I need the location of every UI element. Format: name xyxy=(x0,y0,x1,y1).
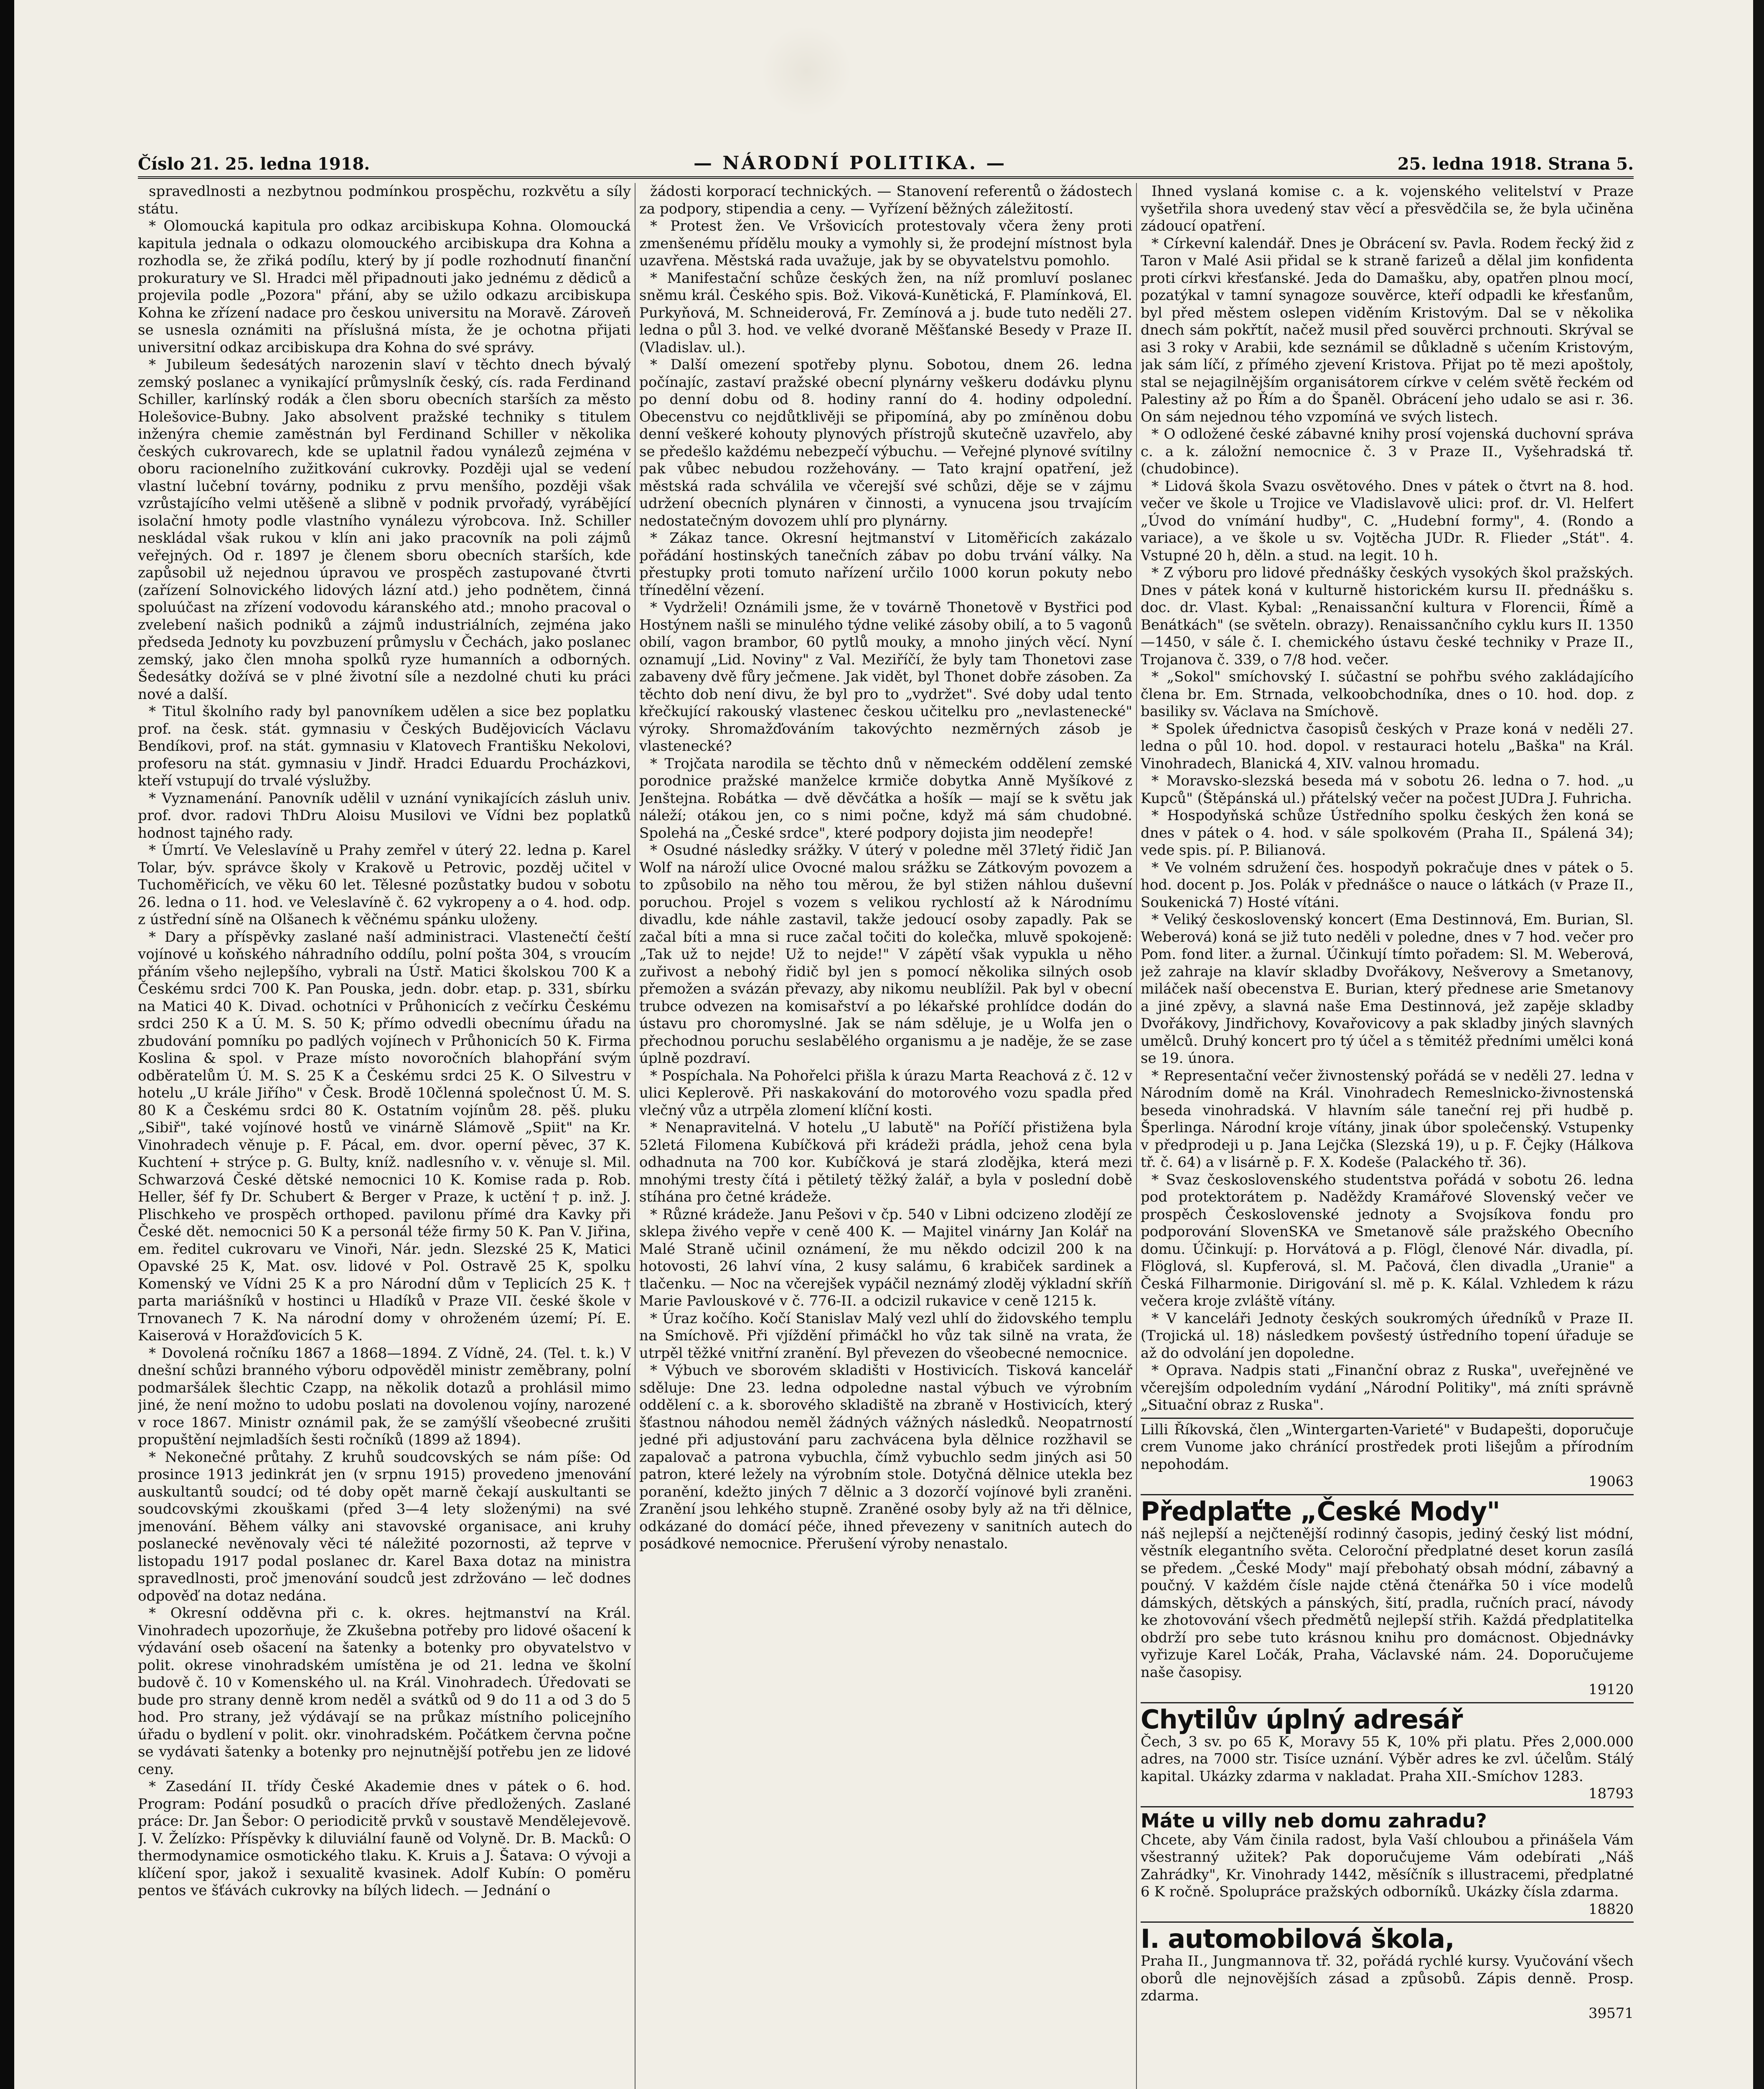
page-header xyxy=(138,147,1634,179)
article-paragraph: * Nenapravitelná. V hotelu „U labutě" na Poříčí přistižena byla 52letá Filomena Kubíčková při krádeži prádla, jehož cena byla odhadnuta na 700 kor. Kubíčková je stará zlodějka, která mezi mnohými tresty čítá i pětiletý těžký žalář, a byla v poslední době stíhána pro četné krádeže. xyxy=(639,1119,1132,1205)
advertisement-autoskola xyxy=(1141,1921,1634,2022)
ad-number: 19120 xyxy=(1588,1681,1634,1698)
article-paragraph: * Moravsko-slezská beseda má v sobotu 26. ledna o 7. hod. „u Kupců" (Štěpánská ul.) přátelský večer na počest JUDra J. Fuhricha. xyxy=(1141,773,1634,807)
article-paragraph: * Výbuch ve sborovém skladišti v Hostivicích. Tisková kancelář sděluje: Dne 23. ledna odpoledne nastal výbuch ve výrobním oddělení c. a k. sborového skladiště na zbraně v Hostivicích, který šťastnou náhodou neměl žádných vážných následků. Neopatrností jedné při adjustování paru zachvácena byla dělnice rozžhavil se zapalovač a patrona vybuchla, čímž vybuchlo sedm jiných asi 50 patron, které ležely na výrobním stole. Dotyčná dělnice utekla bez poranění, kdežto jiných 7 dělnic a 3 dozorčí vojínové byli zraněni. Zranění jsou lehkého stupně. Zraněné osoby byly až na tři dělnice, odkázané do domácí péče, ihned převezeny v sanitních autech do posádkové nemocnice. Přerušení výroby nenastalo. xyxy=(639,1362,1132,1552)
article-paragraph: * Nekonečné průtahy. Z kruhů soudcovských se nám píše: Od prosince 1913 jedinkrát jen (v srpnu 1915) provedeno jmenování auskultantů soudcí; od té doby opět marně čekají auskultanti se soudcovskými zkouškami (před 3—4 lety složenými) na své jmenování. Během války ani stavovské organisace, ani kruhy poslanecké nevěnovaly věci té náležité pozornosti, až teprve v listopadu 1917 podal poslanec dr. Karel Baxa dotaz na ministra spravedlnosti, proč jmenování soudců jest zdržováno — leč dodnes odpověď na dotaz nedána. xyxy=(138,1449,631,1604)
article-paragraph: * Ve volném sdružení čes. hospodyň pokračuje dnes v pátek o 5. hod. docent p. Jos. Polák v přednášce o nauce o látkách (v Praze II., Soukenická 7) Hosté vítáni. xyxy=(1141,859,1634,911)
ad-text: Lilli Říkovská, člen „Wintergarten-Varieté" v Budapešti, doporučuje crem Vunome jako chránící prostředek proti lišejům a přírodním nepohodám. xyxy=(1141,1421,1634,1473)
article-paragraph: * Representační večer živnostenský pořádá se v neděli 27. ledna v Národním domě na Král. Vinohradech Remeslnicko-živnostenská beseda vinohradská. V hlavním sále taneční rej při hudbě p. Šperlinga. Národní kroje vítány, jinak úbor společenský. Vstupenky v předprodeji u p. Jana Lejčka (Slezská 19), u p. F. Čejky (Hálkova tř. č. 64) a v lisárně p. F. X. Kodeše (Palackého tř. 36). xyxy=(1141,1067,1634,1171)
article-paragraph: * Dovolená ročníku 1867 a 1868—1894. Z Vídně, 24. (Tel. t. k.) V dnešní schůzi branného výboru odpověděl ministr zeměbrany, polní podmaršálek šlechtic Czapp, na několik dotazů a prohlásil mimo jiné, že není možno to udobu poslati na dovolenou vojíny, narozené v roce 1867. Ministr oznámil pak, že se zamýšlí všeobecné zrušiti propuštění nejmladších šesti ročníků (1899 až 1894). xyxy=(138,1344,631,1448)
paper-stain xyxy=(760,25,852,117)
article-columns xyxy=(138,183,1634,2089)
article-paragraph: * Trojčata narodila se těchto dnů v německém oddělení zemské porodnice pražské manželce krmiče dobytka Anně Myšíkové z Jenštejna. Robátka — dvě děvčátka a hošík — mají se k světu jak náleží; otákou jen, co s nimi počne, když má sám chudobné. Spolehá na „České srdce", které podpory dojista jim neodepře! xyxy=(639,755,1132,841)
article-paragraph: * Církevní kalendář. Dnes je Obrácení sv. Pavla. Rodem řecký žid z Taron v Malé Asii přidal se k straně farizeů a dělal jim konfidenta proti církvi křesťanské. Jeda do Damašku, aby, opatřen plnou mocí, pozatýkal v tamní synagoze souvěrce, kteří odpadli ke křesťanům, byl před městem oslepen viděním Kristovým. Dal se v několika dnech sám pokřtít, načež musil před souvěrci prchnouti. Skrýval se asi 3 roky v Arabii, kde seznámil se důkladně s učením Kristovým, jak sám líčí, z přímého zjevení Kristova. Přijat po tě mezi apoštoly, stal se nejagilnějším organisátorem církve v celém světě řeckém od Palestiny až po Řím a do Španěl. Obrácení jeho udalo se asi r. 36. On sám nejednou tého vzpomíná ve svých listech. xyxy=(1141,235,1634,425)
article-paragraph: * Zákaz tance. Okresní hejtmanství v Litoměřicích zakázalo pořádání hostinských tanečních zábav po dobu trvání války. Na přestupky proti tomuto nařízení určilo 1000 korun pokuty nebo třínedělní vězení. xyxy=(639,530,1132,599)
ad-text: Chcete, aby Vám činila radost, byla Vaší chloubou a přinášela Vám všestranný užitek? Pak doporučujeme Vám odebírati „Náš Zahrádky", Kr. Vinohrady 1442, měsíčník s illustracemi, předplatné 6 K ročně. Spolupráce pražských odborníků. Ukázky čísla zdarma. xyxy=(1141,1831,1634,1900)
article-paragraph: * Různé krádeže. Janu Pešovi v čp. 540 v Libni odcizeno zlodějí ze sklepa živého vepře v ceně 400 K. — Majitel vinárny Jan Kolář na Malé Straně učinil oznámení, že mu někdo odcizil 200 k na hotovosti, 26 lahví vína, 2 kusy salámu, 6 krabiček sardinek a tlačenku. — Noc na včerejšek vypáčil neznámý zloděj výkladní skříň Marie Pavlouskové v č. 776-II. a odcizil rukavice v ceně 1215 k. xyxy=(639,1206,1132,1309)
advertisement-zahrada xyxy=(1141,1806,1634,1919)
advertisement-adresar xyxy=(1141,1702,1634,1803)
article-paragraph: * Veliký československý koncert (Ema Destinnová, Em. Burian, Sl. Weberová) koná se již tuto neděli v poledne, dnes v 7 hod. večer pro Pom. fond liter. a žurnal. Účinkují tímto pořadem: Sl. M. Weberová, jež zahraje na klavír skladby Dvořákovy, Nešverovy a Smetanovy, miláček naší obecenstva E. Burian, který přednese arie Smetanovy a jiné zpěvy, a slavná naše Ema Destinnová, jež zapěje skladby Dvořákovy, Jindřichovy, Kovařovicovy a pak skladby jiných slavných umělců. Druhý koncert pro tý účel a s těmitéž předními umělci koná se 19. února. xyxy=(1141,911,1634,1067)
article-paragraph: * Okresní odděvna při c. k. okres. hejtmanství na Král. Vinohradech upozorňuje, že Zkušebna potřeby pro lidové ošacení k výdavání oseb ošacení na šatenky a botenky pro obyvatelstvo v polit. okrese vinohradském umístěna je od 21. ledna ve školní budově č. 10 v Komenského ul. na Král. Vinohradech. Úředovati se bude pro strany denně krom neděl a svátků od 9 do 11 a od 3 do 5 hod. Pro strany, jež výdávají se na průkaz místního policejního úřadu o bydlení v polit. okr. vinohradském. Počátkem června počne se vydávati šatenky a botenky pro nejnutnější potřebu jen ze lidové ceny. xyxy=(138,1605,631,1778)
article-paragraph: * Lidová škola Svazu osvětového. Dnes v pátek o čtvrt na 8. hod. večer ve škole u Trojice ve Vladislavově ulici: prof. dr. Vl. Helfert „Úvod do vnímání hudby", C. „Hudební formy", 4. (Rondo a variace), a ve škole u sv. Vojtěcha JUDr. R. Flieder „Stát". 4. Vstupné 20 h, děln. a stud. na legit. 10 h. xyxy=(1141,478,1634,564)
scan-border-right xyxy=(1753,0,1764,2089)
article-paragraph: * Dary a příspěvky zaslané naší administraci. Vlastenečtí čeští vojínové u koňského náhradního oddílu, polní pošta 304, s vroucím přáním všeho nejlepšího, vybrali na Ústř. Matici školskou 700 K a Českému srdci 700 K. Pan Pouska, jedn. dobr. etap. p. 331, sbírku na Matici 40 K. Divad. ochotníci v Průhonicích z večírku Českému srdci 250 K a Ú. M. S. 50 K; přímo odvedli obecnímu úřadu na zbudování pomníku po padlých vojínech v Průhonicích 50 K. Firma Koslina & spol. v Praze místo novoročních blahopřání svým odběratelům Ú. M. S. 25 K a Českému srdci 25 K. O Silvestru v hotelu „U krále Jiřího" v Česk. Brodě 10členná společnost Ú. M. S. 80 K a Českému srdci 80 K. Ostatním vojínům 28. pěš. pluku „Sibiř", také vojínové hostů ve vinárně Slámově „Spiit" na Kr. Vinohradech věnuje p. F. Pácal, em. dvor. operní pěvec, 37 K. Kuchtení + strýce p. G. Bulty, kníž. nadlesního v. v. věnuje sl. Mil. Schwarzová České dětské nemocnici 10 K. Komise rada p. Rob. Heller, šéf fy Dr. Schubert & Berger v Praze, k uctění † p. inž. J. Plischkeho ve prospěch orthoped. pavilonu přímé dra Kavky při České dět. nemocnici 50 K a personál téže firmy 50 K. Pan V. Jiřina, em. ředitel cukrovaru ve Vinoři, Nár. jedn. Slezské 25 K, Matici Opavské 25 K, Mat. osv. lidové v Pol. Ostravě 25 K, spolku Komenský ve Vídni 25 K a pro Národní dům v Teplicích 25 K. † parta mariášníků v hostinci u Hladíků v Praze VII. české škole v Trnovanech 7 K. Na národní domy v ohroženém území; Pí. E. Kaiserová v Horažďovicích 5 K. xyxy=(138,928,631,1344)
ad-text: Praha II., Jungmannova tř. 32, pořádá rychlé kursy. Vyučování všech oborů dle nejnovějších zásad a způsobů. Zápis denně. Prosp. zdarma. xyxy=(1141,1953,1634,2004)
article-paragraph: Ihned vyslaná komise c. a k. vojenského velitelství v Praze vyšetřila shora uvedený stav věcí a přesvědčila se, že byla učiněna zádoucí opatření. xyxy=(1141,183,1634,234)
ad-text: náš nejlepší a nejčtenější rodinný časopis, jediný český list módní, věstník elegantního světa. Celoroční předplatné deset korun zasílá se předem. „České Mody" mají přebohatý obsah módní, zábavný a poučný. V každém čísle najde ctěná čtenářka 50 i více modelů dámských, dětských a pánských, šití, pradla, ručních prací, návody ke zhotovování všech předmětů nejlepší střih. Každá předplatitelka obdrží pro sebe tuto krásnou knihu pro domácnost. Objednávky vyřizuje Karel Ločák, Praha, Václavské nám. 24. Doporučujeme naše časopisy. xyxy=(1141,1525,1634,1681)
article-paragraph: * Úmrtí. Ve Veleslavíně u Prahy zemřel v úterý 22. ledna p. Karel Tolar, býv. správce školy v Krakově u Petrovic, pozděj učitel v Tuchoměřicích, ve věku 60 let. Tělesné pozůstatky budou v sobotu 26. ledna o 11. hod. ve Veleslavíně č. 62 vykropeny a o 4. hod. odp. z ústřední síně na Olšanech k věčnému spánku uloženy. xyxy=(138,842,631,928)
article-paragraph: * Spolek úřednictva časopisů českých v Praze koná v neděli 27. ledna o půl 10. hod. dopol. v restauraci hotelu „Baška" na Král. Vinohradech, Blanická 4, XIV. valnou hromadu. xyxy=(1141,720,1634,772)
article-paragraph: * Další omezení spotřeby plynu. Sobotou, dnem 26. ledna počínajíc, zastaví pražské obecní plynárny veškeru dodávku plynu po denní dobu od 8. hodiny ranní do 4. hodiny odpolední. Obecenstvu co nejdůtklivěji se připomíná, aby po zmíněnou dobu denní veškeré kohouty plynových přístrojů skutečně uzavřelo, aby se předešlo každému nebezpečí výbuchu. — Veřejné plynové svítilny pak vůbec nebudou rozžehovány. — Tato krajní opatření, jež městská rada schválila ve včerejší své schůzi, děje se v zájmu udržení obecních plynáren v činnosti, a vynucena jsou trvajícím nedostatečným dovozem uhlí pro plynárny. xyxy=(639,356,1132,529)
ad-number: 39571 xyxy=(1588,2005,1634,2022)
advertisement-ceske-mody xyxy=(1141,1494,1634,1699)
article-paragraph: * Titul školního rady byl panovníkem udělen a sice bez poplatku prof. na česk. stát. gymnasiu v Českých Budějovicích Václavu Bendíkovi, prof. na stát. gymnasiu v Klatovech Františku Nekolovi, profesoru na stát. gymnasiu v Jindř. Hradci Eduardu Procházkovi, kteří vstupují do trvalé výslužby. xyxy=(138,703,631,789)
ad-title: Máte u villy neb domu zahradu? xyxy=(1141,1809,1487,1832)
article-paragraph: žádosti korporací technických. — Stanovení referentů o žádostech za podpory, stipendia a ceny. — Vyřízení běžných záležitostí. xyxy=(639,183,1132,217)
ad-number: 18793 xyxy=(1588,1785,1634,1802)
ad-number: 18820 xyxy=(1588,1901,1634,1918)
ad-title: Předplaťte „České Mody" xyxy=(1141,1496,1500,1527)
issue-number: Číslo 21. 25. ledna 1918. xyxy=(138,154,370,174)
column-1 xyxy=(138,183,631,2089)
article-paragraph: * Hospodyňská schůze Ústředního spolku českých žen koná se dnes v pátek o 4. hod. v sále spolkovém (Praha II., Spálená 34); vede spis. pí. P. Bilianová. xyxy=(1141,807,1634,859)
article-paragraph: * Vyznamenání. Panovník udělil v uznání vynikajících zásluh univ. prof. dvor. radovi ThDru Aloisu Musilovi ve Vídni bez poplatků hodnost tajného rady. xyxy=(138,790,631,841)
column-3 xyxy=(1141,183,1634,2089)
ad-number: 19063 xyxy=(1588,1473,1634,1490)
article-paragraph: * Úraz kočího. Kočí Stanislav Malý vezl uhlí do židovského templu na Smíchově. Při vjíždění přimáčkl ho vůz tak silně na vrata, že utrpěl těžké vnitřní zranění. Byl převezen do všeobecné nemocnice. xyxy=(639,1310,1132,1362)
article-paragraph: * O odložené české zábavné knihy prosí vojenská duchovní správa c. a k. záložní nemocnice č. 3 v Praze II., Vyšehradská tř. (chudobince). xyxy=(1141,426,1634,477)
article-paragraph: * Oprava. Nadpis stati „Finanční obraz z Ruska", uveřejněné ve včerejším odpoledním vydání „Národní Politiky", má zníti správně „Situační obraz z Ruska". xyxy=(1141,1362,1634,1413)
scan-border-left xyxy=(0,0,14,2089)
article-paragraph: * Pospíchala. Na Pohořelci přišla k úrazu Marta Reachová z č. 12 v ulici Keplerově. Při naskakování do motorového vozu spadla před vlečný vůz a utrpěla zlomení klíční kosti. xyxy=(639,1067,1132,1119)
article-paragraph: * Manifestační schůze českých žen, na níž promluví poslanec sněmu král. Českého spis. Bož. Viková-Kunětická, F. Plamínková, El. Purkyňová, M. Schneiderová, Fr. Zemínová a j. bude tuto neděli 27. ledna o půl 3. hod. ve velké dvoraně Měšťanské Besedy v Praze II. (Vladislav. ul.). xyxy=(639,269,1132,356)
masthead-title: — NÁRODNÍ POLITIKA. — xyxy=(694,152,1007,174)
article-paragraph: * Zasedání II. třídy České Akademie dnes v pátek o 6. hod. Program: Podání posudků o pracích dříve předložených. Zaslané práce: Dr. Jan Šebor: O periodicitě prvků v soustavě Mendělejevově. J. V. Želízko: Příspěvky k diluviální fauně od Volyně. Dr. B. Macků: O thermodynamice osmotického tlaku. K. Kruis a J. Šatava: O vývoji a klíčení spor, jakož i sexualitě kvasinek. Adolf Kubín: O poměru pentos ve šťávách cukrovky na bílých lidech. — Jednání o xyxy=(138,1778,631,1899)
ad-title: Chytilův úplný adresář xyxy=(1141,1704,1463,1735)
article-paragraph: * Svaz československého studentstva pořádá v sobotu 26. ledna pod protektorátem p. Naděždy Kramářové Slovenský večer ve prospěch Československé jednoty a Svojsíkova fondu pro podporování SlovenSKA ve Smetanově sále pražského Obecního domu. Účinkují: p. Horvátová a p. Flögl, členové Nár. divadla, pí. Flöglová, sl. Kupferová, sl. M. Pačová, člen divadla „Uranie" a Česká Filharmonie. Dirigování sl. mě p. K. Kálal. Vzhledem k rázu večera kroje zvláště vítány. xyxy=(1141,1171,1634,1309)
article-paragraph: * Jubileum šedesátých narozenin slaví v těchto dnech bývalý zemský poslanec a vynikající průmyslník český, cís. rada Ferdinand Schiller, karlínský rodák a člen sboru obecních starších za město Holešovice-Bubny. Jako absolvent pražské techniky s titulem inženýra chemie zaměstnán byl Ferdinand Schiller v několika českých cukrovarech, kde se uplatnil řadou vynálezů zejména v oboru racionelního zužitkování cukrovky. Později ujal se vedení vlastní lučební továrny, podniku z prvu menšího, později však vzrůstajícího velmi utěšeně a slibně v podnik prvořadý, vyrábějící isolační hmoty podle vlastního vynálezu výrobcova. Inž. Schiller neskládal však rukou v klín ani jako pracovník na poli zájmů veřejných. Od r. 1897 je členem sboru obecních starších, kde zapůsobil už nejednou úpravou ve prospěch zastupované čtvrti (zařízení Solnovického lidových lázní atd.) jeho podnětem, činná spoluúčast na zřízení vodovodu káranského atd.; mnoho pracoval o zvelebení našich podniků a zájmů industriálních, zejména jako předseda Jednoty ku povzbuzení průmyslu v Čechách, jako poslanec zemský, jako člen mnoha spolků ryze humanních a odborných. Šedesátky dožívá se v plné životní síle a nezdolné chuti ku práci nové a další. xyxy=(138,356,631,703)
article-paragraph: * Z výboru pro lidové přednášky českých vysokých škol pražských. Dnes v pátek koná v kulturně historickém kursu II. přednášku s. doc. dr. Vlast. Kybal: „Renaissanční kultura v Florencii, Římě a Benátkách" (se světeln. obrazy). Renaissančního cyklu kurs II. 1350—1450, v sále č. I. chemického ústavu české techniky v Praze II., Trojanova č. 339, o 7/8 hod. večer. xyxy=(1141,564,1634,668)
page-date: 25. ledna 1918. Strana 5. xyxy=(1397,154,1634,174)
ad-title: I. automobilová škola, xyxy=(1141,1924,1454,1954)
column-2 xyxy=(639,183,1132,2089)
ad-text: Čech, 3 sv. po 65 K, Moravy 55 K, 10% při platu. Přes 2,000.000 adres, na 7000 str. Tisíce uznání. Výběr adres ke zvl. účelům. Stálý kapital. Ukázky zdarma v nakladat. Praha XII.-Smíchov 1283. xyxy=(1141,1733,1634,1785)
article-paragraph: * Olomoucká kapitula pro odkaz arcibiskupa Kohna. Olomoucká kapitula jednala o odkazu olomouckého arcibiskupa dra Kohna a rozhodla se, že zřiká podílu, který by jí podle rozhodnutí finanční prokuratury ve Sl. Hradci měl připadnouti jako jednému z dědiců a projevila podle „Pozora" přání, aby se užilo odkazu arcibiskupa Kohna ke zřízení nadace pro českou universitu na Moravě. Zároveň se usnesla oznámiti na příslušná místa, že je ochotna přijati universitní odkaz arcibiskupa dra Kohna do své správy. xyxy=(138,218,631,356)
advertisement-vunome xyxy=(1141,1418,1634,1491)
article-paragraph: * „Sokol" smíchovský I. súčastní se pohřbu svého zakládajícího člena br. Em. Strnada, velkoobchodníka, dnes o 10. hod. dop. z basiliky sv. Václava na Smíchově. xyxy=(1141,668,1634,720)
article-paragraph: * Osudné následky srážky. V úterý v poledne měl 37letý řidič Jan Wolf na nároží ulice Ovocné malou srážku se Zátkovým povozem a to způsobilo na něho tou měrou, že byl stižen náhlou duševní poruchou. Projel s vozem s velikou rychlostí až k Národnímu divadlu, kde náhle zastavil, takže jedoucí osoby zapadly. Pak se začal bíti a mna si ruce začal točiti do kolečka, mluvě spokojeně: „Tak už to nejde! Už to nejde!" V zápětí však vypukla u něho zuřivost a nebohý řidič byl jen s pomocí několika silných osob přemožen a svázán převazy, aby nikomu neublížil. Pak byl v obecní trubce odvezen na komisařství a po lékařské prohlídce dodán do ústavu pro choromyslné. Jak se nám sděluje, je u Wolfa jen o přechodnou poruchu seslabělého organismu a je naděje, že se zase úplně pozdraví. xyxy=(639,842,1132,1067)
article-paragraph: * Protest žen. Ve Vršovicích protestovaly včera ženy proti zmenšenému přídělu mouky a vymohly si, že prodejní místnost byla uzavřena. Městská rada uvažuje, jak by se obyvatelstvu pomohlo. xyxy=(639,218,1132,269)
article-paragraph: * V kanceláři Jednoty českých soukromých úředníků v Praze II. (Trojická ul. 18) následkem povšestý ústředního topení úřaduje se až do odvolání jen dopoledne. xyxy=(1141,1310,1634,1362)
article-paragraph: spravedlnosti a nezbytnou podmínkou prospěchu, rozkvětu a síly státu. xyxy=(138,183,631,217)
article-paragraph: * Vydrželi! Oznámili jsme, že v továrně Thonetově v Bystřici pod Hostýnem našli se minulého týdne veliké zásoby obilí, a to 5 vagonů obilí, vagon brambor, 60 pytlů mouky, a mnoho jiných věcí. Nyní oznamují „Lid. Noviny" z Val. Meziříčí, že byly tam Thonetovi zase zabaveny dvě fůry ječmene. Jak vidět, byl Thonet dobře zásoben. Za těchto dob není divu, že byl pro to „vydržet". Své doby udal tento křečkující rakouský vlastenec českou učitelku pro „nevlastenecké" výroky. Shromažďováním takovýchto nezměrných zásob je vlastenecké? xyxy=(639,599,1132,755)
